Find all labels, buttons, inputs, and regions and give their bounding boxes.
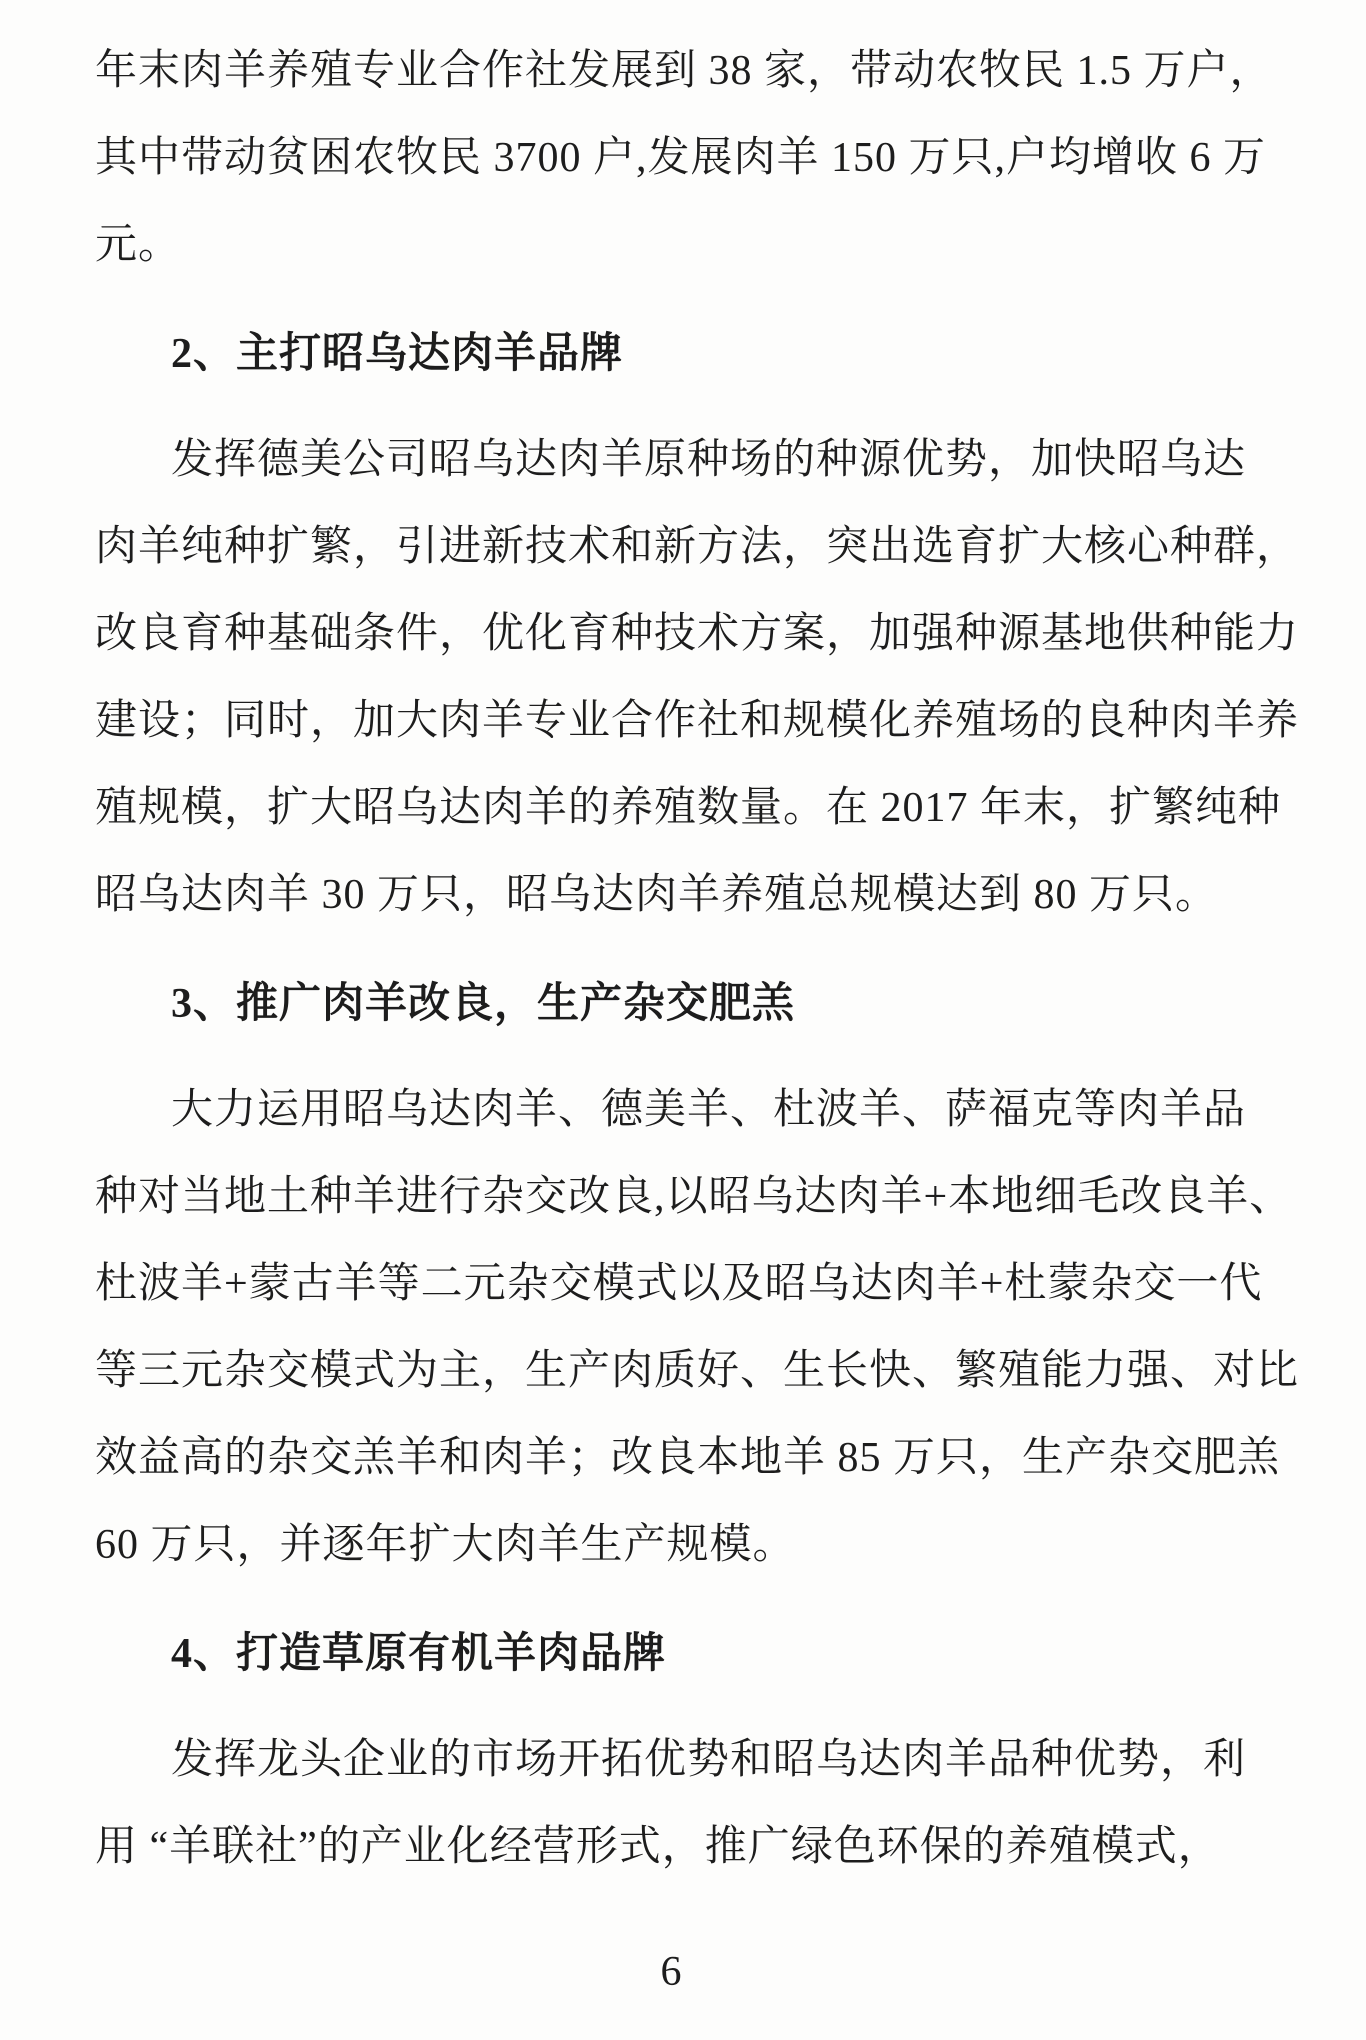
text-line: 年末肉羊养殖专业合作社发展到 38 家，带动农牧民 1.5 万户， xyxy=(95,48,1273,94)
text-line: 种对当地土种羊进行杂交改良,以昭乌达肉羊+本地细毛改良羊、 xyxy=(95,1174,1293,1220)
document-body xyxy=(95,28,1300,1891)
text-line: 效益高的杂交羔羊和肉羊；改良本地羊 85 万只，生产杂交肥羔 xyxy=(95,1435,1281,1481)
section-heading-2: 2、主打昭乌达肉羊品牌 xyxy=(171,331,624,377)
text-line: 发挥龙头企业的市场开拓优势和昭乌达肉羊品种优势，利 xyxy=(171,1737,1247,1783)
page-number: 6 xyxy=(660,1949,682,1995)
section-heading-3: 3、推广肉羊改良，生产杂交肥羔 xyxy=(171,981,796,1027)
text-line: 发挥德美公司昭乌达肉羊原种场的种源优势，加快昭乌达 xyxy=(171,437,1247,483)
text-line: 殖规模，扩大昭乌达肉羊的养殖数量。在 2017 年末，扩繁纯种 xyxy=(95,785,1282,831)
text-line: 肉羊纯种扩繁，引进新技术和新方法，突出选育扩大核心种群， xyxy=(95,524,1300,570)
paragraph-3 xyxy=(95,1067,1300,1589)
text-line: 改良育种基础条件，优化育种技术方案，加强种源基地供种能力 xyxy=(95,611,1300,657)
text-line: 昭乌达肉羊 30 万只，昭乌达肉羊养殖总规模达到 80 万只。 xyxy=(95,872,1219,918)
text-line: 用 “羊联社”的产业化经营形式，推广绿色环保的养殖模式， xyxy=(95,1824,1221,1870)
section-heading-4: 4、打造草原有机羊肉品牌 xyxy=(171,1631,667,1677)
text-line: 大力运用昭乌达肉羊、德美羊、杜波羊、萨福克等肉羊品 xyxy=(171,1087,1247,1133)
paragraph-4 xyxy=(95,1717,1280,1891)
paragraph-1 xyxy=(95,28,1280,289)
text-line: 其中带动贫困农牧民 3700 户,发展肉羊 150 万只,户均增收 6 万 xyxy=(95,135,1267,181)
text-line: 60 万只，并逐年扩大肉羊生产规模。 xyxy=(95,1522,796,1568)
text-line: 杜波羊+蒙古羊等二元杂交模式以及昭乌达肉羊+杜蒙杂交一代 xyxy=(95,1261,1263,1307)
text-line: 元。 xyxy=(95,222,182,268)
text-line: 建设；同时，加大肉羊专业合作社和规模化养殖场的良种肉羊养 xyxy=(95,698,1300,744)
paragraph-2 xyxy=(95,417,1300,939)
text-line: 等三元杂交模式为主，生产肉质好、生长快、繁殖能力强、对比 xyxy=(95,1348,1300,1394)
